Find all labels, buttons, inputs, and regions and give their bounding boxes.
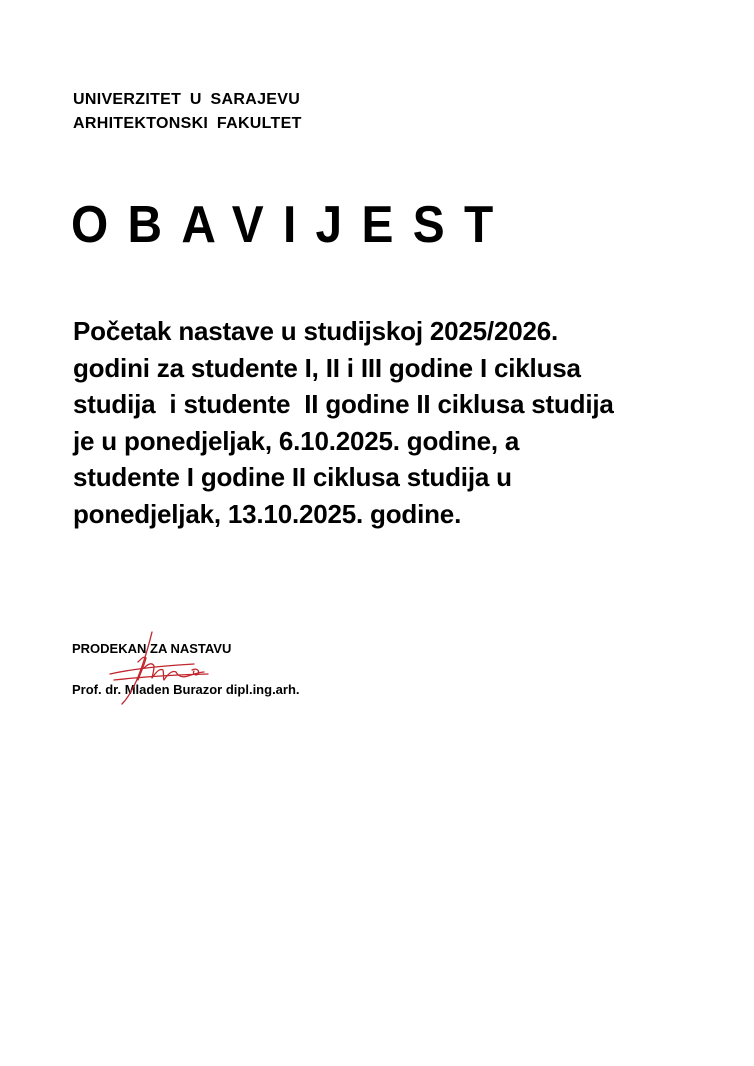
body-line: godini za studente I, II i III godine I ciklusa [73, 352, 581, 383]
institution-header [73, 88, 302, 136]
body-line: studente I godine II ciklusa studija u [73, 462, 512, 492]
body-line: Početak nastave u studijskoj 2025/2026. [73, 316, 559, 346]
body-line: je u ponedjeljak, 6.10.2025. godine, a [73, 425, 520, 456]
signatory-role: PRODEKAN ZA NASTAVU [72, 641, 232, 656]
body-line: studija i studente II godine II ciklusa studija [73, 389, 614, 419]
university-name: UNIVERZITET U SARAJEVU [73, 91, 301, 108]
notice-body [73, 313, 713, 532]
signatory-name: Prof. dr. Mladen Burazor dipl.ing.arh. [72, 682, 300, 697]
notice-title: OBAVIJEST [71, 196, 513, 254]
faculty-name: ARHITEKTONSKI FAKULTET [73, 115, 302, 132]
body-line: ponedjeljak, 13.10.2025. godine. [73, 498, 462, 529]
